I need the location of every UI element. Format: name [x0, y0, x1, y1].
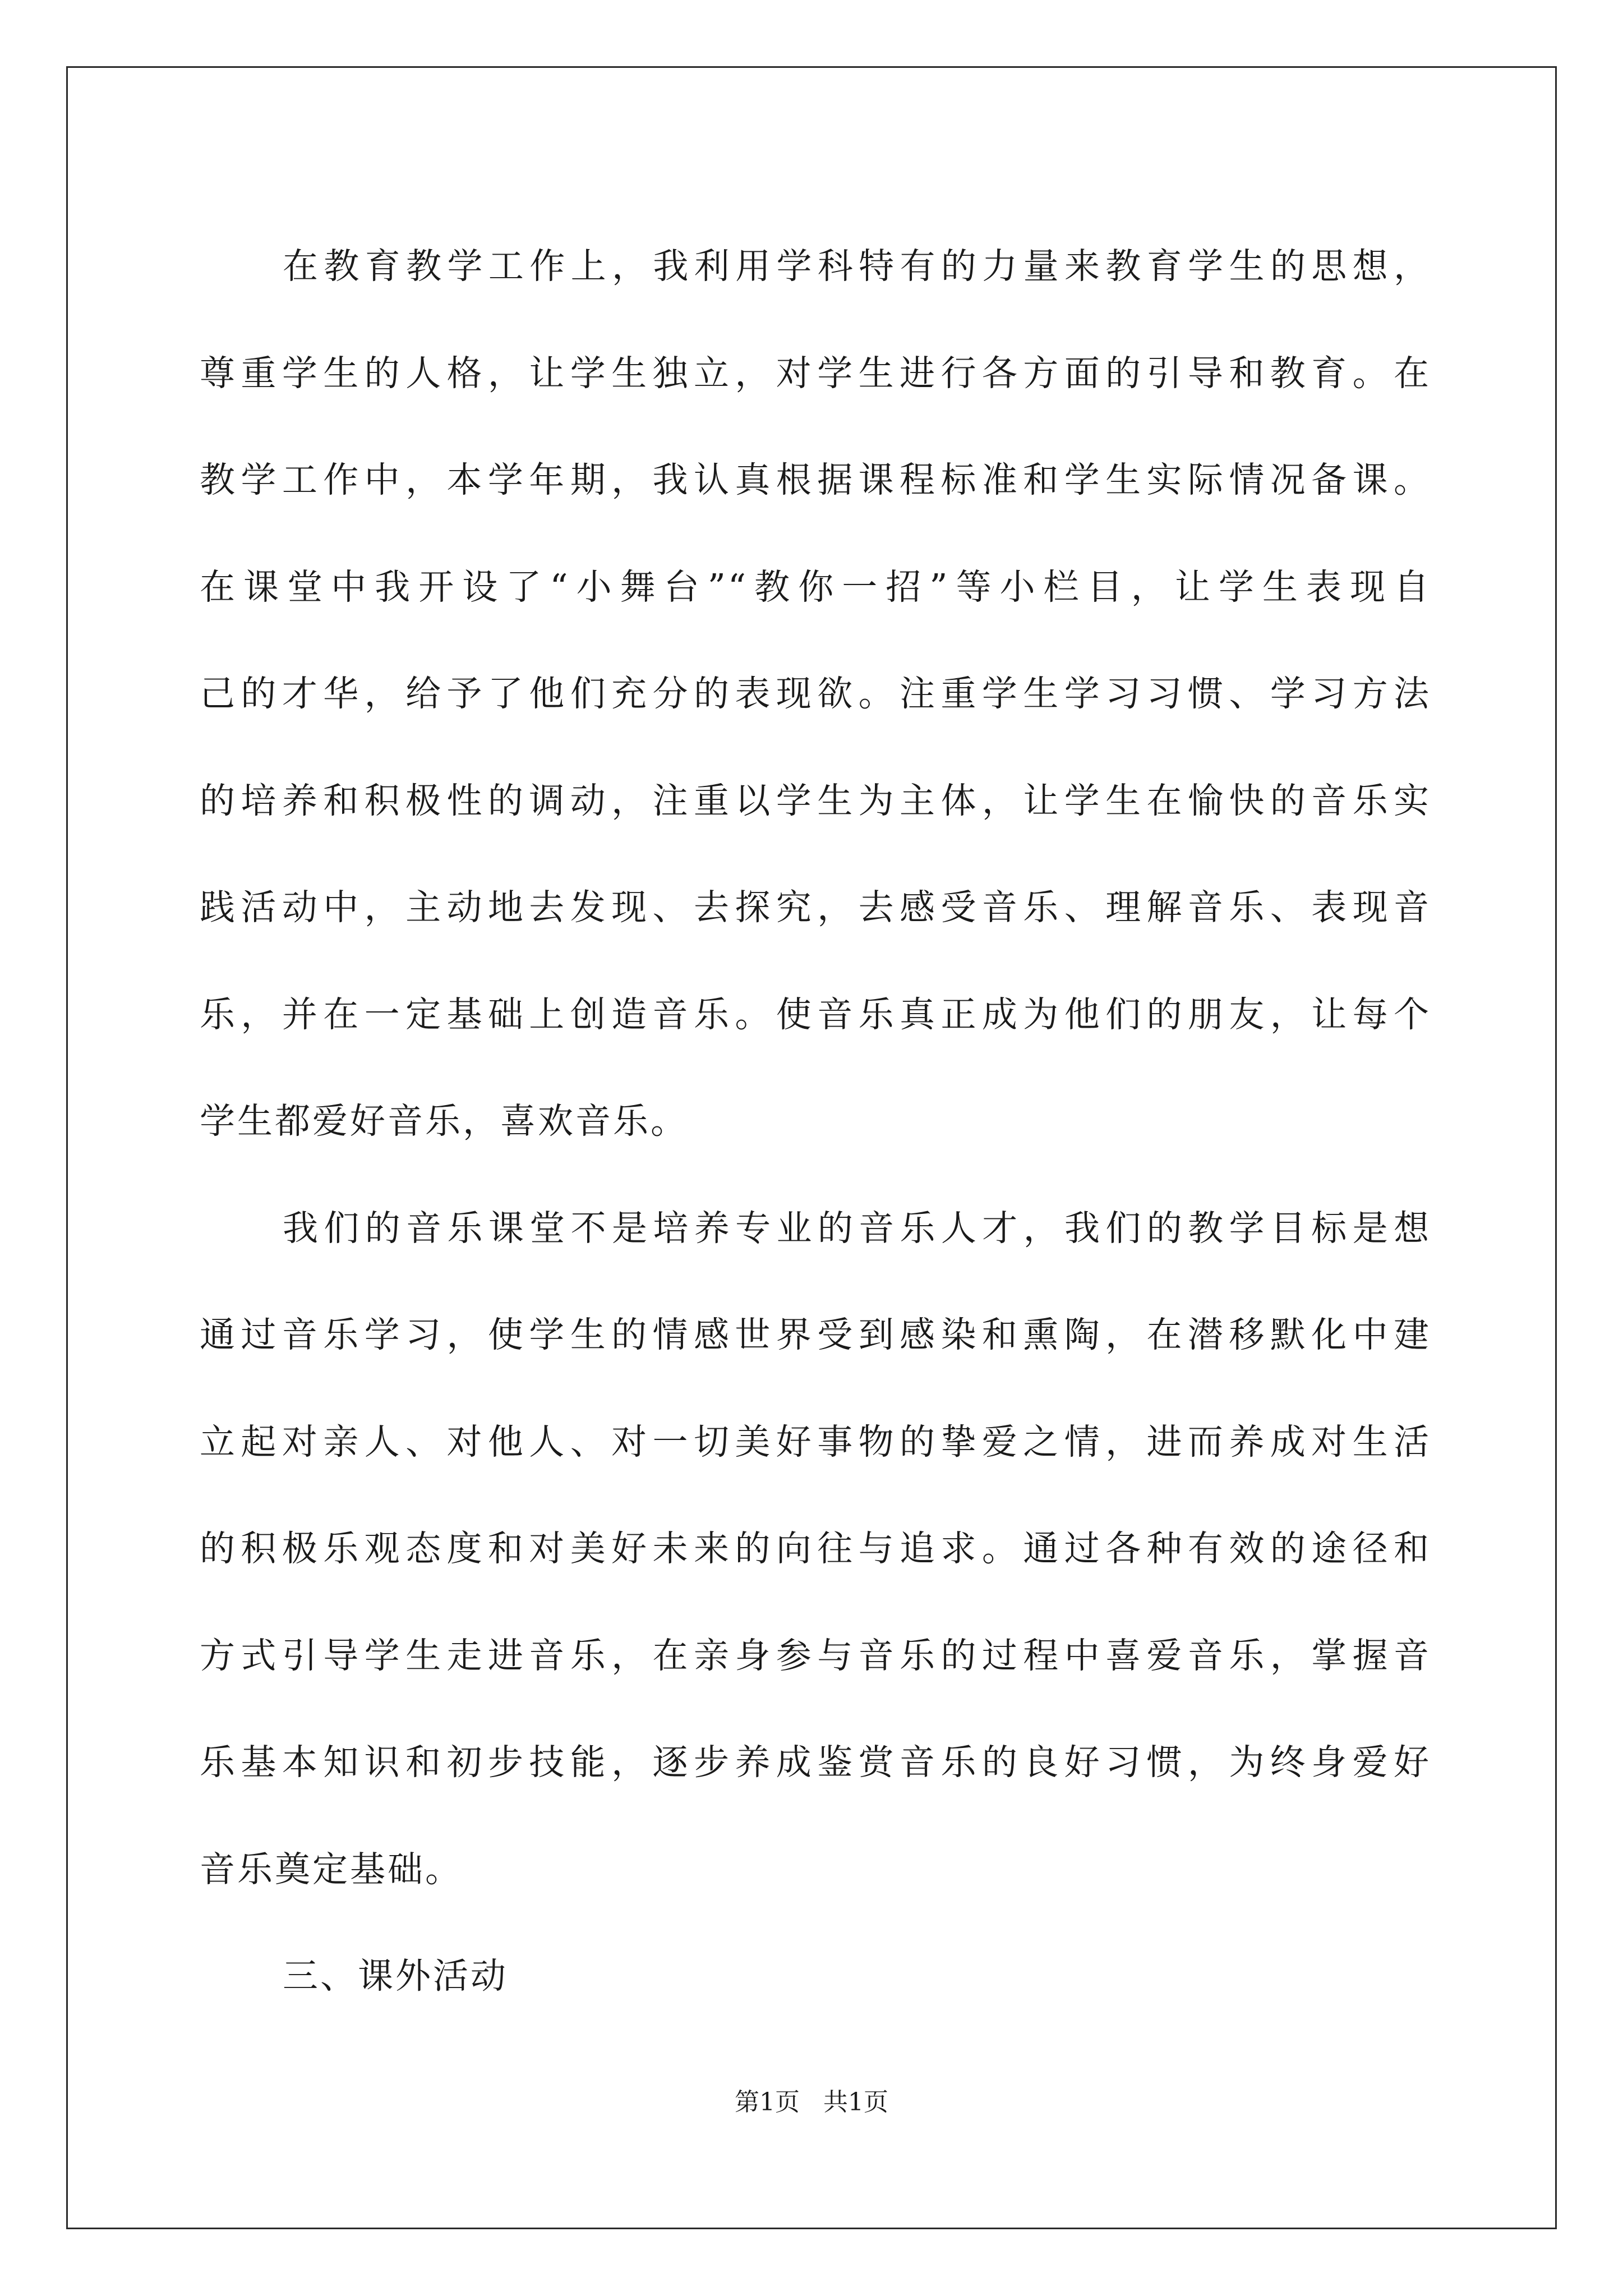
paragraph-1-line-3: 教学工作中，本学年期，我认真根据课程标准和学生实际情况备课。 [200, 459, 1431, 500]
section-heading: 三、课外活动 [283, 1955, 508, 1996]
paragraph-2-line-6: 乐基本知识和初步技能，逐步养成鉴赏音乐的良好习惯，为终身爱好 [200, 1742, 1431, 1783]
paragraph-1-line-6: 的培养和积极性的调动，注重以学生为主体，让学生在愉快的音乐实 [200, 780, 1431, 821]
paragraph-2-line-3: 立起对亲人、对他人、对一切美好事物的挚爱之情，进而养成对生活 [200, 1421, 1431, 1462]
paragraph-1-line-7: 践活动中，主动地去发现、去探究，去感受音乐、理解音乐、表现音 [200, 887, 1431, 928]
paragraph-2-line-5: 方式引导学生走进音乐，在亲身参与音乐的过程中喜爱音乐，掌握音 [200, 1635, 1431, 1676]
paragraph-1-line-8: 乐，并在一定基础上创造音乐。使音乐真正成为他们的朋友，让每个 [200, 993, 1431, 1035]
paragraph-2-line-1: 我们的音乐课堂不是培养专业的音乐人才，我们的教学目标是想 [283, 1207, 1431, 1249]
document-body [200, 213, 1431, 2030]
paragraph-1-line-9: 学生都爱好音乐，喜欢音乐。 [200, 1101, 688, 1142]
paragraph-2-line-2: 通过音乐学习，使学生的情感世界受到感染和熏陶，在潜移默化中建 [200, 1314, 1431, 1355]
paragraph-1-line-2: 尊重学生的人格，让学生独立，对学生进行各方面的引导和教育。在 [200, 352, 1431, 394]
paragraph-2-line-7: 音乐奠定基础。 [200, 1848, 463, 1890]
paragraph-1-line-5: 己的才华，给予了他们充分的表现欲。注重学生学习习惯、学习方法 [200, 673, 1431, 714]
paragraph-2-line-4: 的积极乐观态度和对美好未来的向往与追求。通过各种有效的途径和 [200, 1528, 1431, 1569]
paragraph-1-line-4: 在课堂中我开设了“小舞台”“教你一招”等小栏目，让学生表现自 [200, 566, 1431, 608]
page-footer [0, 2086, 1623, 2119]
page-number: 第1页 [735, 2088, 800, 2116]
page-total: 共1页 [823, 2088, 888, 2116]
paragraph-1-line-1: 在教育教学工作上，我利用学科特有的力量来教育学生的思想， [283, 246, 1431, 287]
